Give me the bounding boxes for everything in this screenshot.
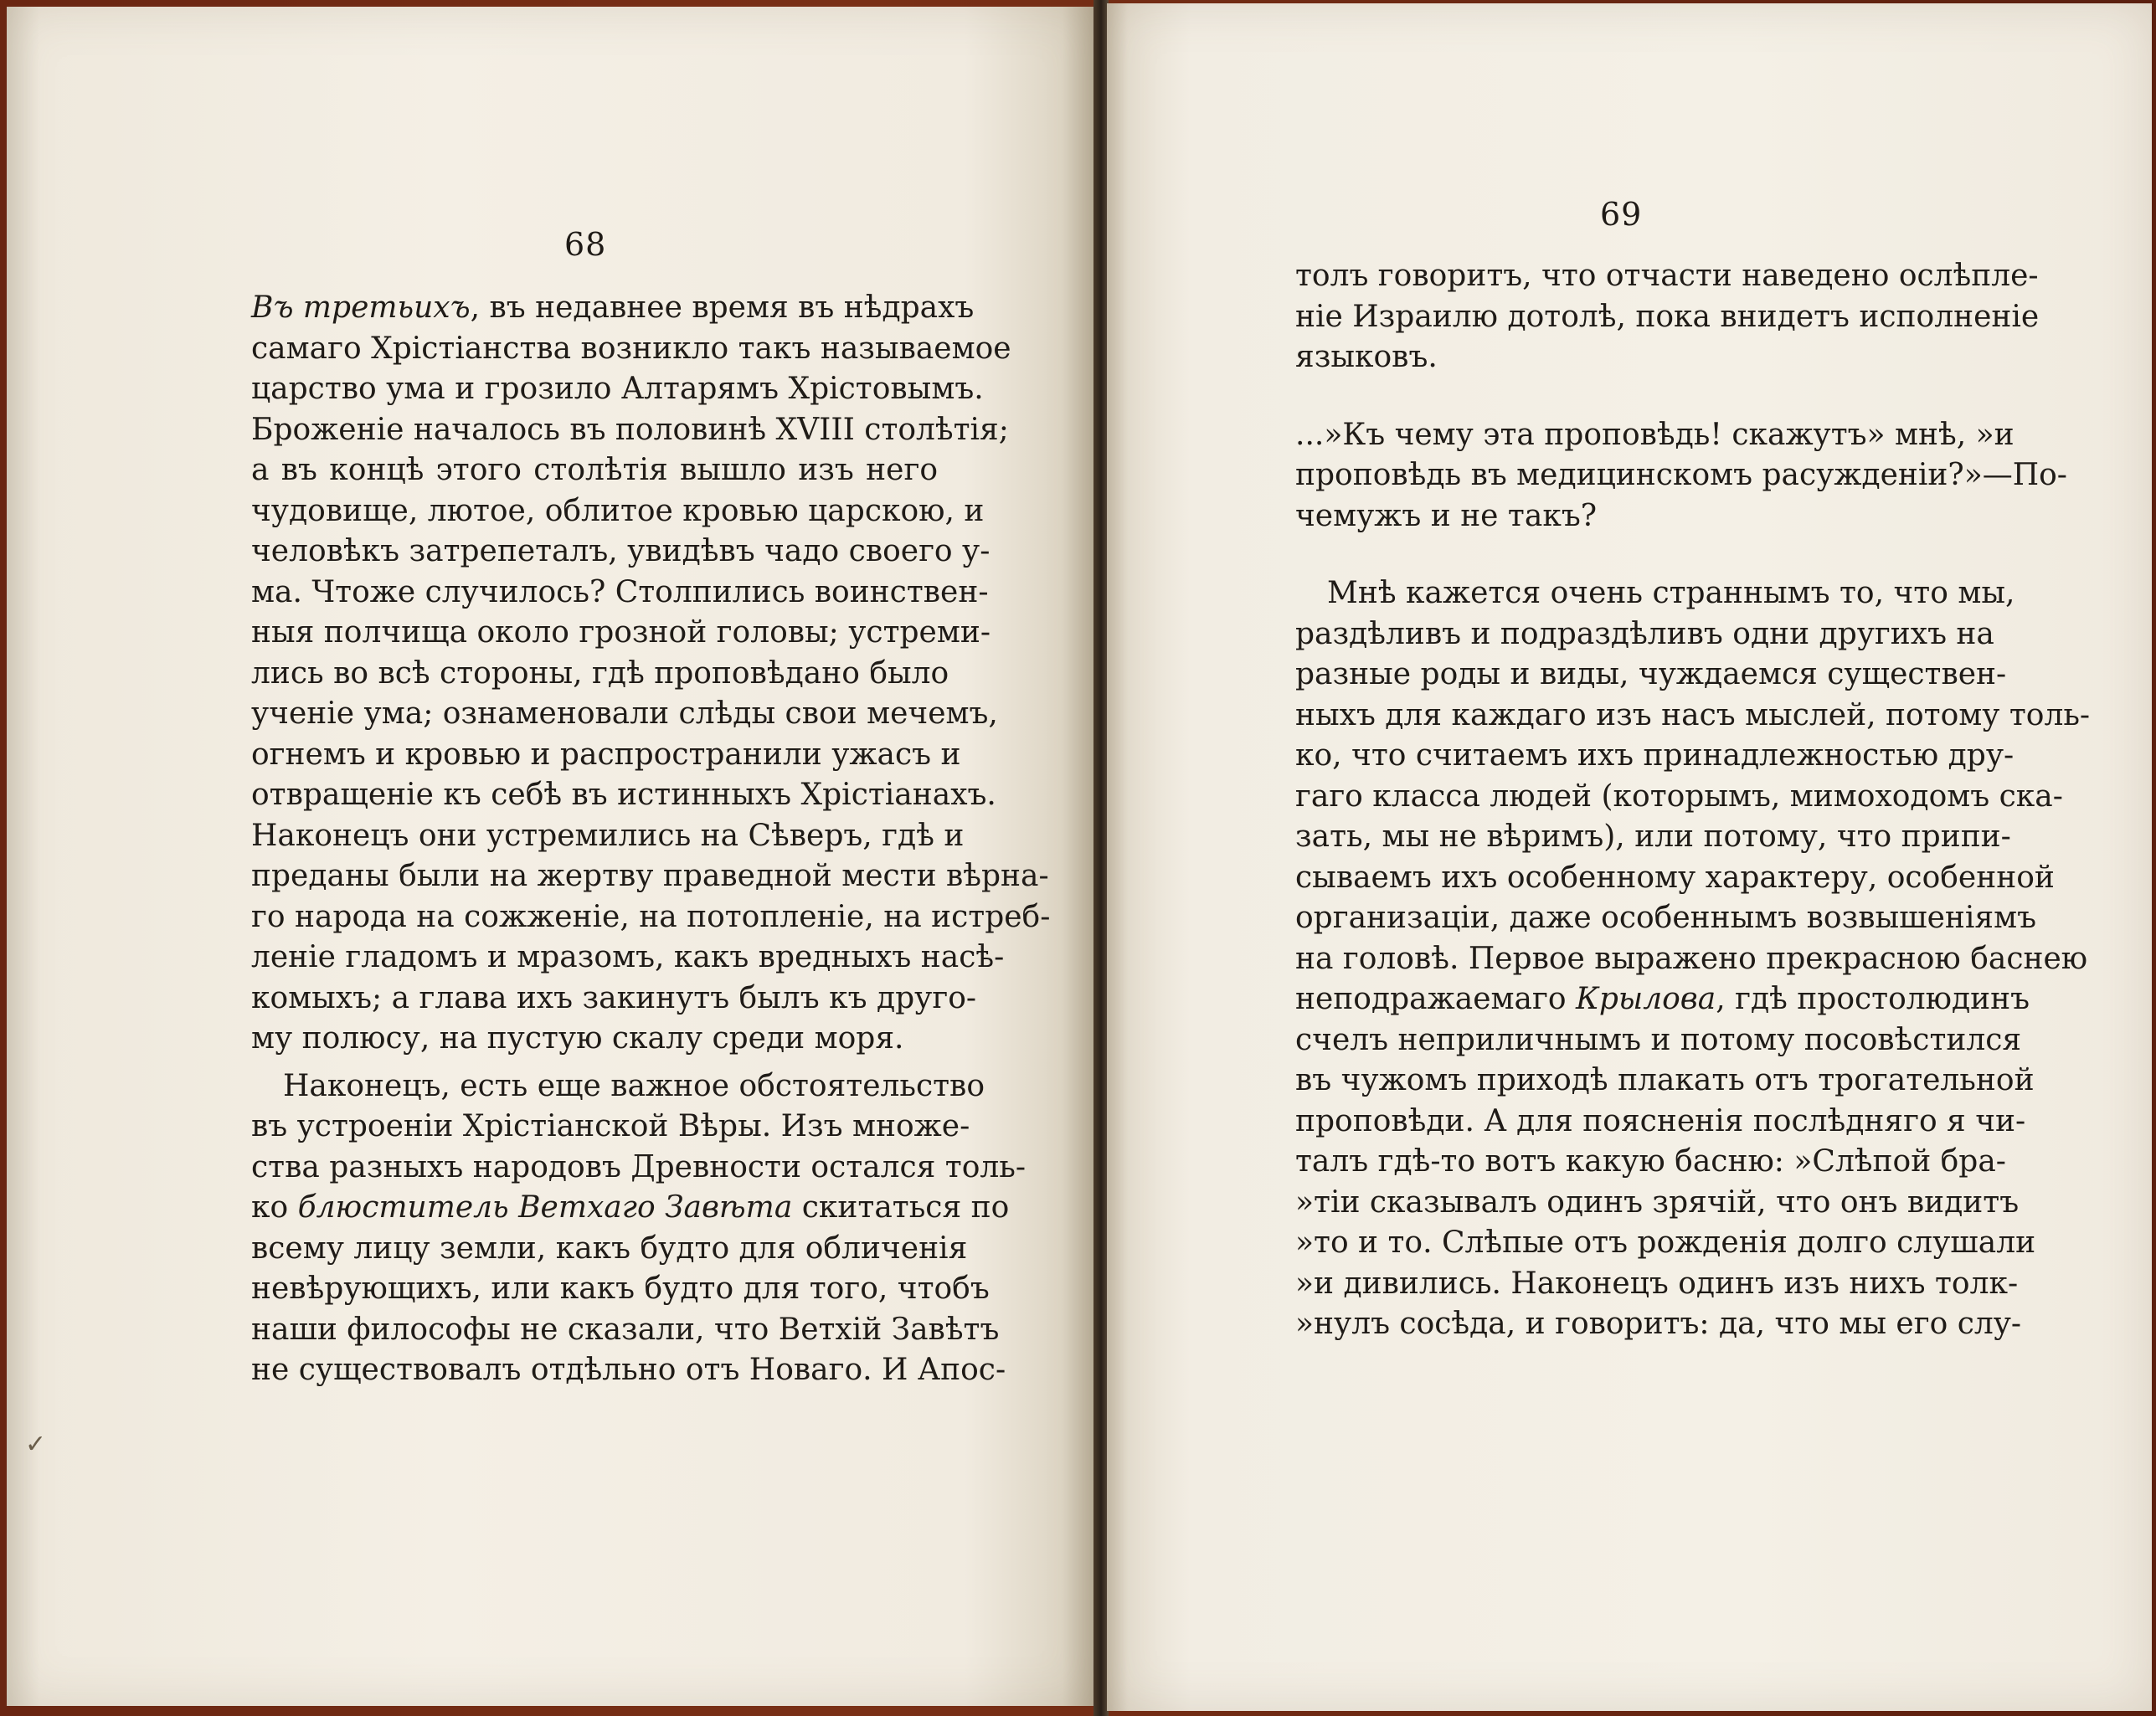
- text-segment: раздѣливъ и подраздѣливъ одни другихъ на: [1295, 616, 1994, 651]
- text-segment: Наконецъ, есть еще важное обстоятельство: [283, 1068, 985, 1103]
- text-line: [1295, 1061, 2035, 1102]
- page-number: 68: [564, 226, 607, 263]
- text-segment: въ чужомъ приходѣ плакать отъ трогательной: [1295, 1063, 2035, 1097]
- text-line: [1295, 1142, 2006, 1183]
- text-line: [1295, 297, 2040, 338]
- text-segment: чемужъ и не такъ?: [1295, 498, 1598, 533]
- text-line: [251, 1107, 970, 1148]
- text-segment: ныя полчища около грозной головы; устреми-: [251, 615, 991, 650]
- page-text: [1295, 256, 2091, 1345]
- text-segment: скитаться по: [792, 1190, 1010, 1225]
- text-line: [251, 532, 991, 573]
- text-segment: царство ума и грозило Алтарямъ Хрiстовымъ.: [251, 372, 984, 406]
- text-segment: му полюсу, на пустую скалу среди моря.: [251, 1021, 904, 1056]
- text-line: [1295, 1020, 2022, 1061]
- text-segment: толъ говоритъ, что отчасти наведено ослѣпле-: [1295, 259, 2039, 293]
- text-line: [251, 491, 985, 532]
- text-segment: Броженiе началось въ половинѣ XVIII столѣтiя;: [251, 412, 1009, 447]
- text-segment: проповѣдь въ медицинскомъ расужденiи?»—По-: [1295, 458, 2067, 492]
- text-segment: а въ концѣ этого столѣтiя вышло изъ него: [251, 453, 938, 487]
- page-text: [251, 288, 1051, 1391]
- page-number: 69: [1600, 196, 1643, 233]
- text-line: [251, 1066, 985, 1107]
- text-segment: Наконецъ они устремились на Сѣверъ, гдѣ и: [251, 818, 965, 853]
- text-segment: »нулъ сосѣда, и говоритъ: да, что мы его слу-: [1295, 1307, 2022, 1341]
- text-segment: огнемъ и кровью и распространили ужасъ и: [251, 737, 961, 772]
- text-line: [1295, 898, 2037, 939]
- text-segment: нiе Израилю дотолѣ, пока внидетъ исполненiе: [1295, 299, 2040, 334]
- text-segment: отвращенiе къ себѣ въ истинныхъ Хрiстiанахъ.: [251, 778, 996, 812]
- text-line: [1295, 415, 2014, 456]
- text-segment: го народа на сожженiе, на потопленiе, на истреб-: [251, 899, 1051, 934]
- text-line: [251, 288, 975, 329]
- text-line: [1295, 1183, 2020, 1224]
- text-line: [1295, 455, 2067, 496]
- text-segment: ...»Къ чему эта проповѣдь! скажутъ» мнѣ, »и: [1295, 417, 2014, 452]
- text-line: [1295, 655, 2007, 696]
- text-segment: »и дивились. Наконецъ одинъ изъ нихъ толк-: [1295, 1266, 2019, 1301]
- text-segment: языковъ.: [1295, 340, 1438, 374]
- text-segment: человѣкъ затрепеталъ, увидѣвъ чадо своего у-: [251, 534, 991, 568]
- text-line: [251, 613, 991, 654]
- text-line: [1295, 1264, 2019, 1305]
- text-segment: разные роды и виды, чуждаемся существен-: [1295, 657, 2007, 691]
- text-segment: ма. Чтоже случилось? Столпились воинствен-: [251, 574, 989, 609]
- text-segment: комыхъ; а глава ихъ закинутъ былъ къ друго-: [251, 980, 977, 1015]
- text-line: [1295, 614, 1994, 655]
- text-line: [251, 654, 949, 695]
- text-segment: лись во всѣ стороны, гдѣ проповѣдано было: [251, 655, 949, 691]
- text-line: [251, 1019, 938, 1060]
- text-line: [1295, 1304, 2022, 1345]
- text-line: [251, 1310, 1000, 1351]
- text-segment: ко, что считаемъ ихъ принадлежностью дру-: [1295, 738, 2014, 773]
- paragraph: [1295, 415, 2067, 537]
- text-segment: ленiе гладомъ и мразомъ, какъ вредныхъ насѣ-: [251, 940, 1005, 974]
- text-segment: ученiе ума; ознаменовали слѣды свои мечемъ,: [251, 696, 998, 731]
- text-segment: организацiи, даже особеннымъ возвышенiямъ: [1295, 901, 2037, 935]
- text-line: [251, 450, 938, 491]
- text-line: [251, 329, 1011, 370]
- text-segment: , гдѣ простолюдинъ: [1716, 982, 2030, 1016]
- text-line: [251, 694, 998, 735]
- text-line: [1295, 939, 2088, 980]
- text-line: [251, 775, 996, 816]
- text-segment: на головѣ. Первое выражено прекрасною баснею: [1295, 941, 2088, 976]
- text-segment: ко: [251, 1190, 298, 1225]
- text-line: [251, 938, 1005, 979]
- text-segment: Мнѣ кажется очень страннымъ то, что мы,: [1327, 576, 2015, 610]
- text-line: [1295, 858, 2055, 899]
- italic-text: Въ третьихъ: [251, 290, 471, 325]
- text-line: [251, 410, 1009, 451]
- text-segment: не существовалъ отдѣльно отъ Новаго. И Апос-: [251, 1353, 1006, 1387]
- paragraph: [1295, 573, 2091, 1345]
- text-segment: чудовище, лютое, облитое кровью царскою, и: [251, 493, 985, 528]
- text-segment: сываемъ ихъ особенному характеру, особенной: [1295, 860, 2055, 895]
- text-line: [1295, 817, 2011, 858]
- italic-text: блюститель Ветхаго Завѣта: [297, 1190, 793, 1225]
- text-line: [251, 1229, 968, 1270]
- text-segment: преданы были на жертву праведной мести вѣрна-: [251, 859, 1049, 893]
- text-line: [1295, 337, 1957, 378]
- paragraph-gap: [251, 1060, 938, 1066]
- right-page: [1107, 3, 2152, 1711]
- text-line: [251, 1269, 990, 1310]
- text-line: [251, 573, 989, 614]
- text-segment: гаго класса людей (которымъ, мимоходомъ ска-: [1295, 778, 2063, 814]
- paragraph: [251, 288, 1051, 1060]
- text-segment: въ устроенiи Хрiстiанской Вѣры. Изъ множе-: [251, 1109, 970, 1143]
- text-segment: невѣрующихъ, или какъ будто для того, чтобъ: [251, 1272, 990, 1306]
- text-line: [1295, 256, 2039, 297]
- text-line: [1295, 1102, 2026, 1143]
- text-line: [1295, 736, 2014, 777]
- text-line: [251, 1350, 1006, 1391]
- text-segment: наши философы не сказали, что Ветхiй Завѣтъ: [251, 1312, 1000, 1347]
- text-segment: самаго Хрiстiанства возникло такъ называемое: [251, 331, 1011, 366]
- text-segment: счелъ неприличнымъ и потому посовѣстился: [1295, 1022, 2022, 1057]
- margin-mark-icon: ✓: [25, 1430, 47, 1459]
- text-line: [251, 369, 984, 410]
- text-segment: ства разныхъ народовъ Древности остался толь-: [251, 1149, 1027, 1184]
- text-line: [1295, 496, 1957, 537]
- text-segment: неподражаемаго: [1295, 982, 1576, 1016]
- paragraph: [1295, 256, 2040, 378]
- text-line: [1295, 1223, 2036, 1264]
- text-line: [251, 856, 1049, 897]
- text-line: [251, 735, 961, 776]
- text-line: [251, 897, 1051, 938]
- paragraph-gap: [1295, 537, 1957, 573]
- text-line: [1295, 777, 2063, 818]
- text-line: [1295, 979, 2030, 1020]
- text-segment: »тiи сказывалъ одинъ зрячiй, что онъ видитъ: [1295, 1184, 2020, 1220]
- text-line: [251, 816, 965, 857]
- text-line: [251, 979, 977, 1020]
- paragraph-gap: [1295, 378, 1957, 415]
- text-line: [251, 1148, 1027, 1189]
- left-page: [7, 7, 1095, 1706]
- text-line: [251, 1188, 1010, 1229]
- text-line: [1295, 573, 2015, 614]
- text-segment: всему лицу земли, какъ будто для обличенiя: [251, 1230, 968, 1266]
- text-segment: ныхъ для каждаго изъ насъ мыслей, потому толь-: [1295, 697, 2091, 732]
- text-segment: , въ недавнее время въ нѣдрахъ: [470, 290, 975, 325]
- text-segment: зать, мы не вѣримъ), или потому, что припи-: [1295, 819, 2011, 854]
- text-segment: талъ гдѣ-то вотъ какую басню: »Слѣпой бра-: [1295, 1144, 2006, 1179]
- paragraph: [251, 1066, 1027, 1391]
- text-segment: »то и то. Слѣпые отъ рожденiя долго слушали: [1295, 1225, 2036, 1260]
- italic-text: Крылова: [1575, 982, 1716, 1016]
- text-line: [1295, 696, 2091, 737]
- text-segment: проповѣди. А для поясненiя послѣдняго я чи-: [1295, 1103, 2026, 1138]
